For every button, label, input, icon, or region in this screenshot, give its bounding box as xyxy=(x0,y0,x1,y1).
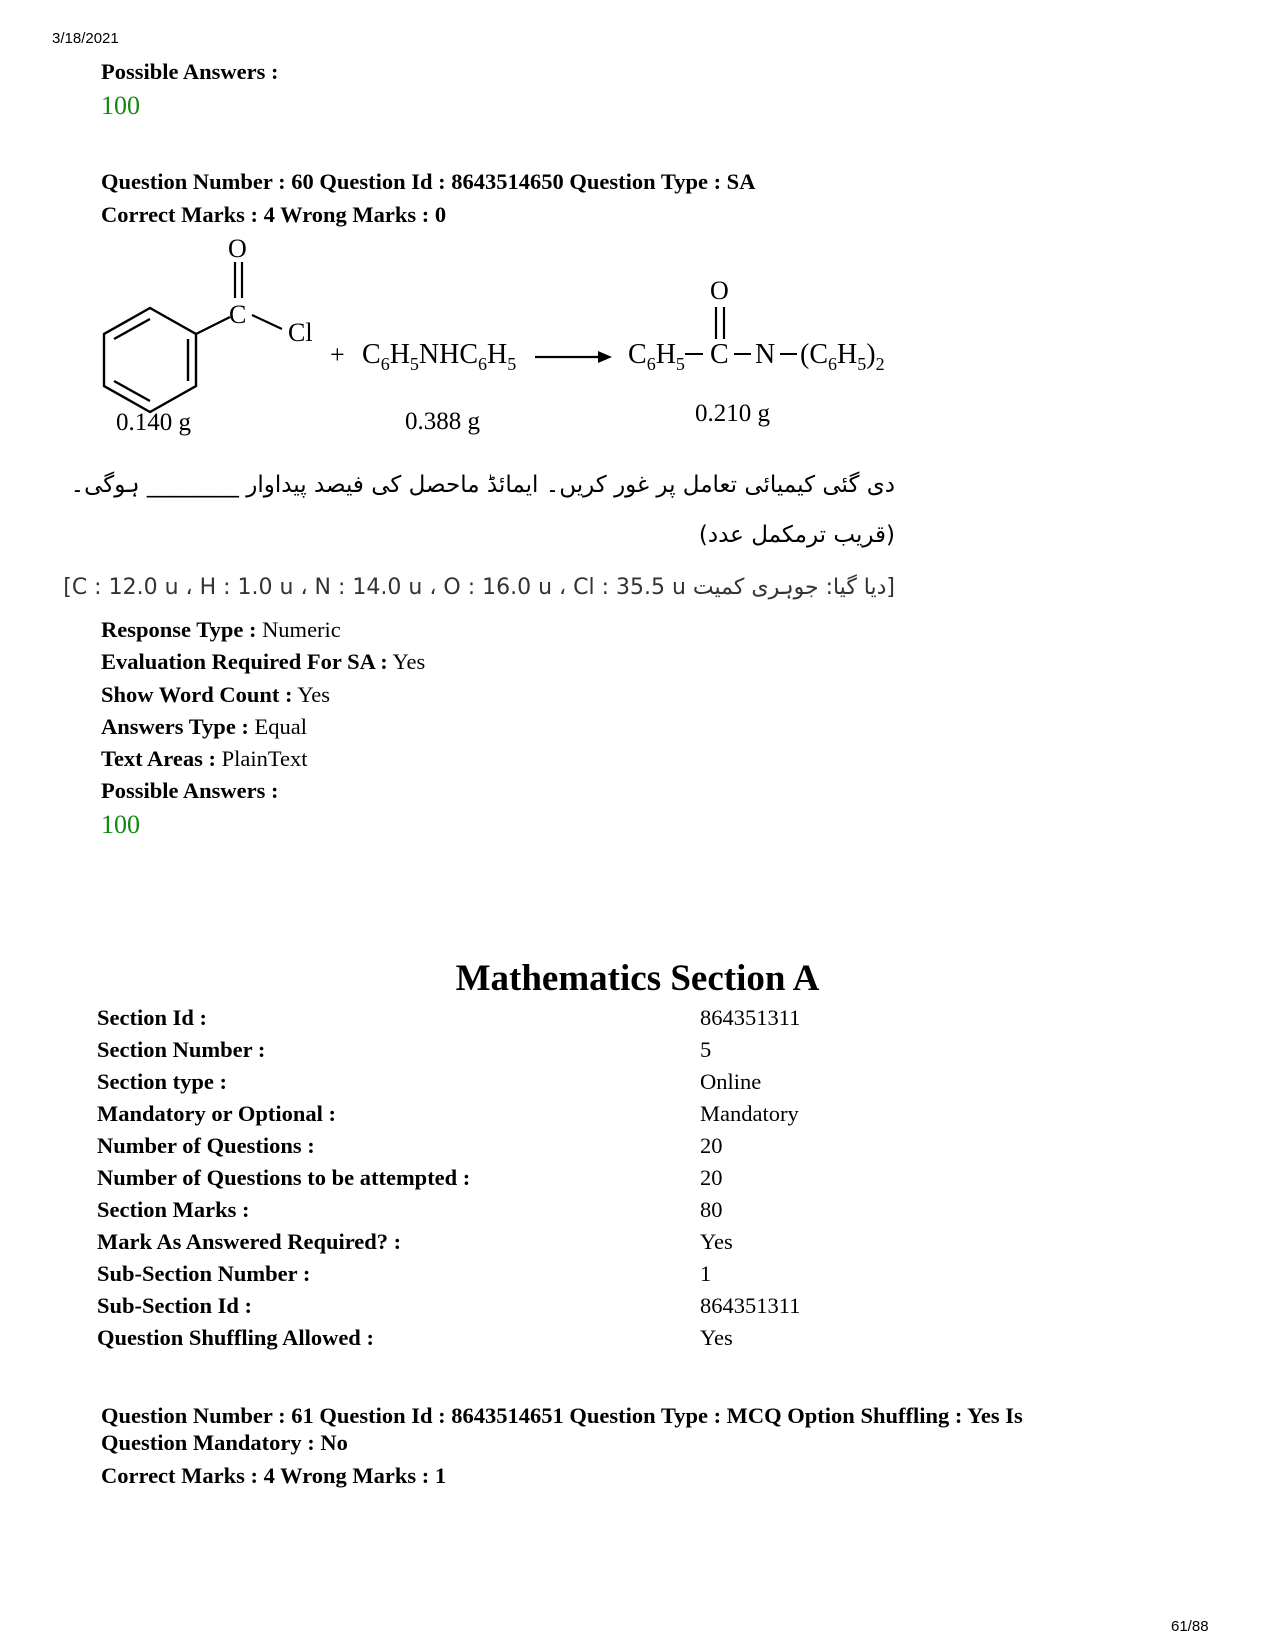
evaluation-row xyxy=(101,648,425,676)
row-value: 20 xyxy=(700,1133,723,1158)
row-value: Mandatory xyxy=(700,1101,799,1126)
product-nitrogen: N xyxy=(755,339,776,370)
row-value: Online xyxy=(700,1069,762,1094)
page-number: 61/88 xyxy=(1171,1618,1209,1635)
q61-mandatory: Question Mandatory : No xyxy=(101,1430,348,1455)
q61-header: Question Number : 61 Question Id : 8643514651 Question Type : MCQ Option Shuffling : Yes Is xyxy=(101,1403,1023,1428)
chlorine-atom: Cl xyxy=(288,318,313,347)
answers-type-label: Answers Type : xyxy=(101,714,249,739)
row-label: Section Id : xyxy=(97,1005,208,1030)
q60-possible-answer-value: 100 xyxy=(101,810,140,839)
row-value: Yes xyxy=(700,1229,733,1254)
response-type-label: Response Type : xyxy=(101,617,257,642)
answers-type-value: Equal xyxy=(254,714,308,739)
section-info-row xyxy=(97,1131,1097,1165)
word-count-label: Show Word Count : xyxy=(101,682,293,707)
urdu-rounding-note: (قریب ترمکمل عدد) xyxy=(698,522,895,548)
response-type-row xyxy=(101,616,341,644)
row-label: Number of Questions to be attempted : xyxy=(97,1165,471,1190)
row-label: Section Number : xyxy=(97,1037,266,1062)
answers-type-row xyxy=(101,713,307,741)
section-info-row xyxy=(97,1003,1097,1037)
carbon-atom: C xyxy=(229,300,247,329)
section-info-row xyxy=(97,1035,1097,1069)
section-info-row xyxy=(97,1195,1097,1229)
product-mass: 0.210 g xyxy=(695,400,770,427)
urdu-question-line: دی گئی کیمیائی تعامل پر غور کریں۔ ایمائڈ ماحصل کی فیصد پیداوار ________ ہوگی۔ xyxy=(70,472,895,498)
row-value: 864351311 xyxy=(700,1005,801,1030)
row-label: Section Marks : xyxy=(97,1197,250,1222)
reactant2-formula: $C_6H_5NHC_6H_5$ xyxy=(362,339,517,374)
q60-possible-answers-label: Possible Answers : xyxy=(101,778,279,803)
row-label: Sub-Section Number : xyxy=(97,1261,311,1286)
section-info-row xyxy=(97,1067,1097,1101)
possible-answer-value: 100 xyxy=(101,91,140,120)
print-date: 3/18/2021 xyxy=(52,30,119,47)
row-value: 1 xyxy=(700,1261,712,1286)
row-label: Sub-Section Id : xyxy=(97,1293,253,1318)
row-value: 5 xyxy=(700,1037,712,1062)
reaction-diagram xyxy=(100,235,960,445)
given-atomic-masses: [دیا گیا: جوہری کمیت C : 12.0 u ، H : 1.0 u ، N : 14.0 u ، O : 16.0 u ، Cl : 35.5 u] xyxy=(63,575,895,600)
row-label: Mandatory or Optional : xyxy=(97,1101,336,1126)
product-formula-right: $(C_6H_5)_2$ xyxy=(800,339,885,374)
q60-header: Question Number : 60 Question Id : 8643514650 Question Type : SA xyxy=(101,169,756,194)
reactant2-mass: 0.388 g xyxy=(405,408,480,435)
evaluation-label: Evaluation Required For SA : xyxy=(101,649,388,674)
product-oxygen: O xyxy=(710,276,729,305)
section-title: Mathematics Section A xyxy=(455,958,820,999)
benzene-ring xyxy=(104,308,196,412)
q60-marks: Correct Marks : 4 Wrong Marks : 0 xyxy=(101,202,447,227)
q61-marks: Correct Marks : 4 Wrong Marks : 1 xyxy=(101,1463,447,1488)
row-value: 80 xyxy=(700,1197,723,1222)
row-label: Section type : xyxy=(97,1069,227,1094)
section-info-row xyxy=(97,1227,1097,1261)
product-carbon: C xyxy=(710,339,729,370)
possible-answers-label: Possible Answers : xyxy=(101,59,279,84)
evaluation-value: Yes xyxy=(392,649,426,674)
row-value: Yes xyxy=(700,1325,733,1350)
row-value: 864351311 xyxy=(700,1293,801,1318)
text-areas-row xyxy=(101,745,308,773)
ring-carbonyl-bond xyxy=(196,317,230,334)
section-info-row xyxy=(97,1291,1097,1325)
section-info-row xyxy=(97,1099,1097,1133)
row-label: Question Shuffling Allowed : xyxy=(97,1325,374,1350)
row-value: 20 xyxy=(700,1165,723,1190)
response-type-value: Numeric xyxy=(262,617,341,642)
row-label: Number of Questions : xyxy=(97,1133,315,1158)
word-count-row xyxy=(101,681,330,709)
plus-sign: + xyxy=(330,340,345,369)
oxygen-atom: O xyxy=(228,235,247,263)
section-info-row xyxy=(97,1163,1097,1197)
row-label: Mark As Answered Required? : xyxy=(97,1229,402,1254)
text-areas-label: Text Areas : xyxy=(101,746,216,771)
product-formula-left: $C_6H_5$ xyxy=(628,339,685,374)
text-areas-value: PlainText xyxy=(221,746,308,771)
reactant1-mass: 0.140 g xyxy=(116,409,191,436)
section-info-row xyxy=(97,1259,1097,1293)
word-count-value: Yes xyxy=(297,682,331,707)
section-info-row xyxy=(97,1323,1097,1357)
